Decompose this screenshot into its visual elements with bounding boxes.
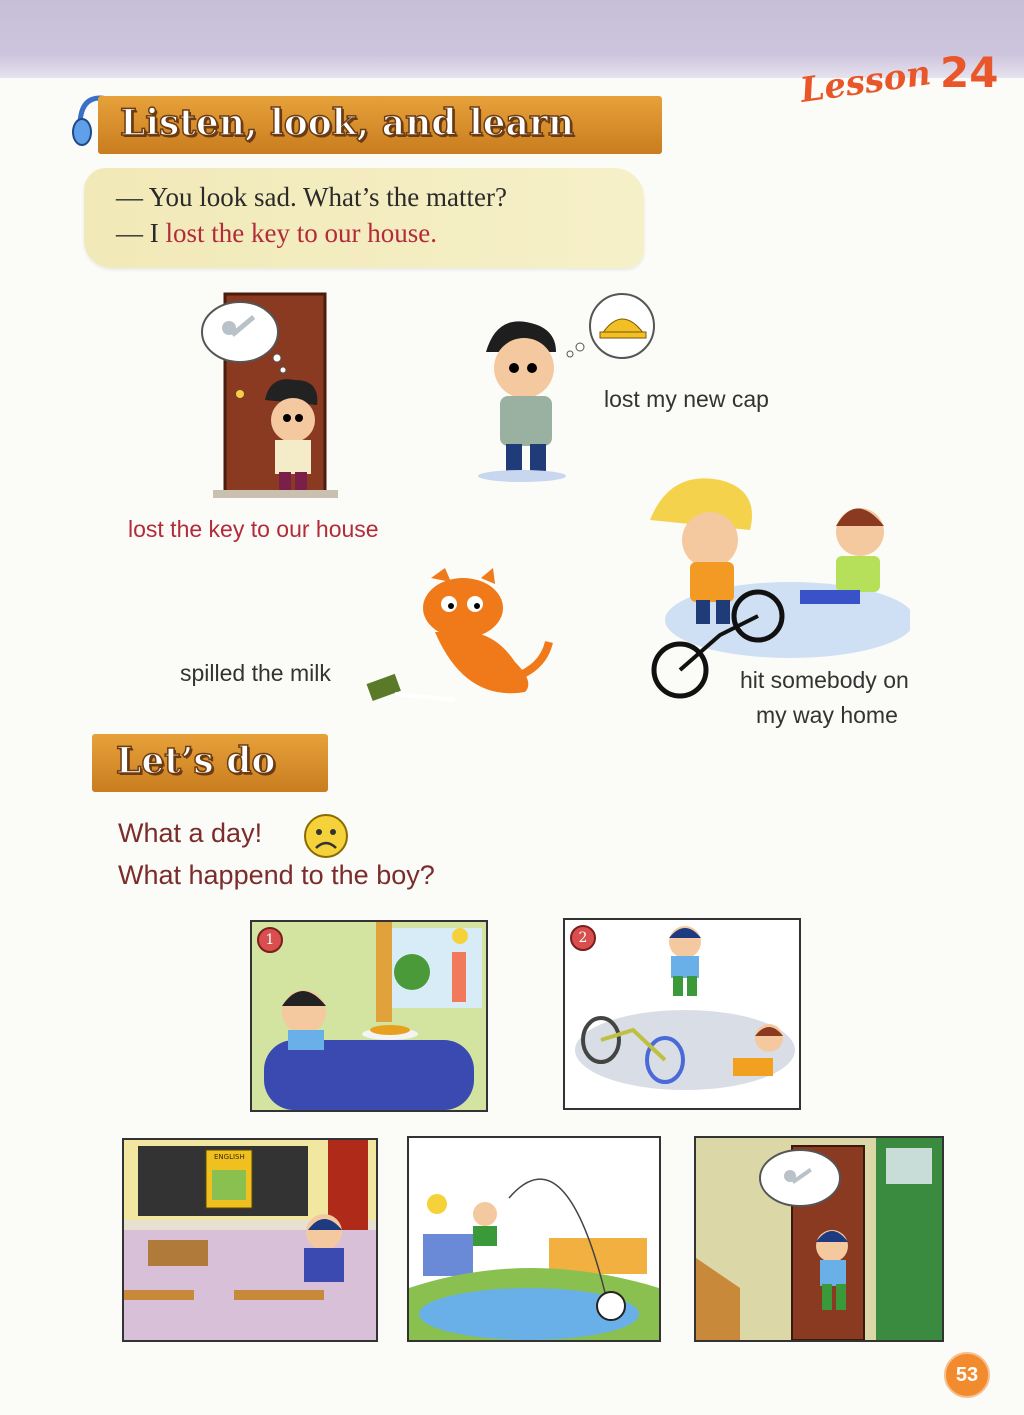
sad-face-icon (302, 812, 350, 860)
english-book-sign: ENGLISH (214, 1153, 245, 1161)
dialog-line-2-prefix: — I (116, 218, 166, 248)
caption-hit-line-2: my way home (756, 702, 898, 728)
caption-spilled-milk: spilled the milk (180, 660, 331, 686)
caption-lost-cap: lost my new cap (604, 386, 769, 412)
panel-number-2: 2 (570, 925, 596, 951)
dialog-line-2 (116, 218, 437, 249)
lets-do-line-1: What a day! (118, 818, 263, 848)
lesson-number: 24 (940, 48, 999, 97)
page-number: 53 (944, 1352, 990, 1398)
comic-panel-1 (250, 920, 488, 1112)
lets-do-line-2: What happend to the boy? (118, 860, 435, 890)
caption-hit-line-1: hit somebody on (740, 667, 909, 693)
comic-panel-5 (694, 1136, 944, 1342)
comic-panel-4 (407, 1136, 661, 1342)
section-banner-lets-do (92, 734, 328, 792)
section-title-lets-do: Let’s do (116, 740, 276, 782)
lesson-word: Lesson (797, 53, 934, 111)
section-title-listen: Listen, look, and learn (120, 102, 574, 144)
illustration-lost-key (195, 290, 355, 505)
dialog-line-2-highlight: lost the key to our house. (165, 218, 437, 248)
comic-panel-2 (563, 918, 801, 1110)
dialog-line-1: — You look sad. What’s the matter? (116, 182, 507, 212)
illustration-spilled-milk (365, 568, 555, 708)
lesson-label (797, 48, 1010, 111)
caption-lost-key: lost the key to our house (128, 516, 379, 542)
section-banner-listen (98, 96, 662, 154)
panel-number-1: 1 (257, 927, 283, 953)
comic-panel-3 (122, 1138, 378, 1342)
